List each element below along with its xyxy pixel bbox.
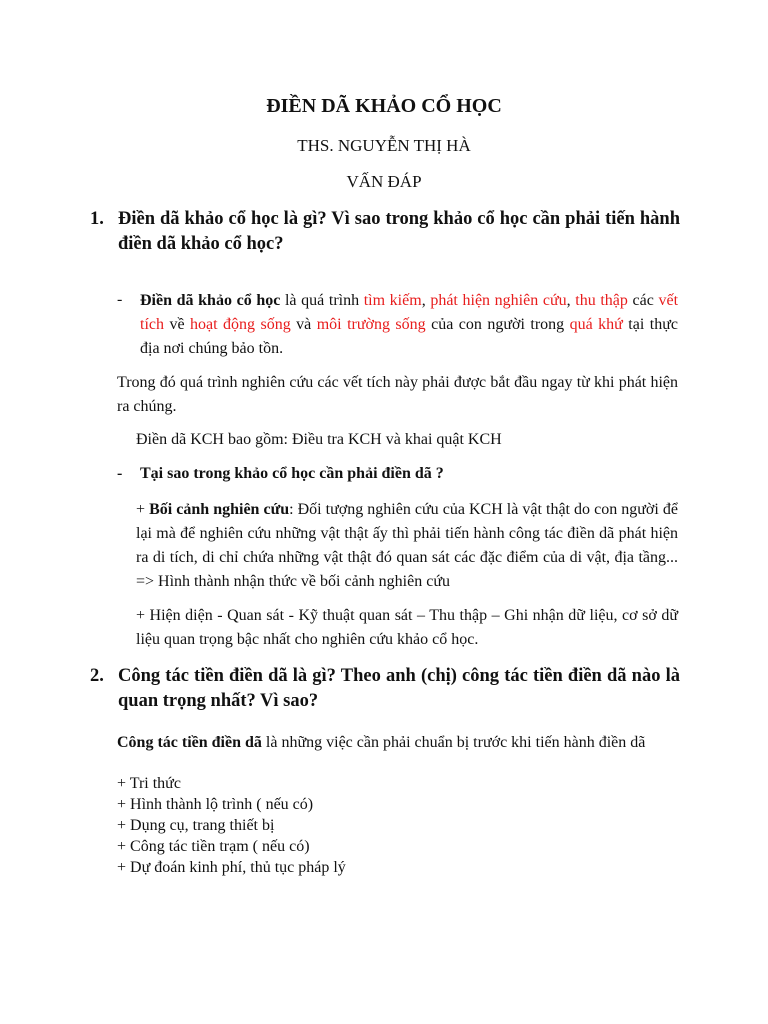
text-run: , bbox=[421, 292, 431, 309]
list-item: + Tri thức bbox=[117, 775, 181, 792]
presence-paragraph: + Hiện diện - Quan sát - Kỹ thuật quan sát – Thu thập – Ghi nhận dữ liệu, cơ sở dữ liệu quan trọng bậc nhất cho nghiên cứu khảo cổ học. bbox=[136, 607, 678, 648]
author-line: THS. NGUYỄN THỊ HÀ bbox=[297, 136, 471, 155]
list-item: + Dụng cụ, trang thiết bị bbox=[117, 817, 275, 834]
highlight-text: tìm kiếm bbox=[363, 292, 422, 309]
highlight-text: phát hiện nghiên cứu bbox=[430, 292, 567, 309]
text-run: là những việc cần phải chuẩn bị trước khi tiến hành điền dã bbox=[261, 734, 646, 751]
text-run: : Đối tượng nghiên cứu của KCH là vật thật do con người để lại mà để nghiên cứu những vật thật ấy thì phải tiến hành công tác điền dã phát hiện ra di tích, di chỉ chứa những vật thật đó quan sát các đặc điểm của di vật, địa tầng... => Hình thành nhận thức về bối cảnh nghiên cứu bbox=[136, 501, 678, 590]
definition-term: Công tác tiền điền dã bbox=[117, 734, 262, 751]
plus-marker: + bbox=[136, 501, 150, 518]
text-run: là quá trình bbox=[280, 292, 364, 309]
text-run: của con người trong bbox=[425, 316, 570, 333]
preparation-list bbox=[117, 773, 346, 878]
context-paragraph bbox=[136, 498, 678, 594]
pre-fieldwork-definition bbox=[117, 732, 678, 753]
context-term: Bối cảnh nghiên cứu bbox=[149, 501, 290, 518]
bullet-dash: - bbox=[117, 291, 123, 308]
text-run: tại thực địa nơi chúng bảo tồn. bbox=[140, 316, 678, 357]
highlight-text: vết tích bbox=[140, 292, 679, 333]
definition-paragraph bbox=[140, 289, 678, 361]
question-text: Điền dã khảo cổ học là gì? Vì sao trong khảo cổ học cần phải tiến hành điền dã khảo cổ học? bbox=[118, 209, 680, 254]
question-number: 2. bbox=[90, 666, 104, 686]
list-item: + Hình thành lộ trình ( nếu có) bbox=[117, 796, 314, 813]
text-run: các bbox=[627, 292, 659, 309]
highlight-text: thu thập bbox=[575, 292, 628, 309]
question-number: 1. bbox=[90, 209, 104, 229]
text-run: và bbox=[290, 316, 317, 333]
list-item: + Công tác tiền trạm ( nếu có) bbox=[117, 838, 310, 855]
bullet-dash: - bbox=[117, 465, 123, 482]
definition-term: Điền dã khảo cổ học bbox=[140, 292, 281, 309]
section-heading: VẤN ĐÁP bbox=[346, 172, 422, 191]
paragraph-scope: Điền dã KCH bao gồm: Điều tra KCH và khai quật KCH bbox=[136, 431, 502, 448]
text-run: , bbox=[566, 292, 576, 309]
highlight-text: quá khứ bbox=[569, 316, 623, 333]
why-heading: Tại sao trong khảo cổ học cần phải điền dã ? bbox=[140, 465, 444, 482]
highlight-text: hoạt động sống bbox=[190, 316, 291, 333]
document-title: ĐIỀN DÃ KHẢO CỔ HỌC bbox=[266, 95, 502, 117]
question-text: Công tác tiền điền dã là gì? Theo anh (chị) công tác tiền điền dã nào là quan trọng nhất? Vì sao? bbox=[118, 666, 680, 711]
highlight-text: môi trường sống bbox=[316, 316, 426, 333]
text-run: về bbox=[164, 316, 191, 333]
list-item: + Dự đoán kinh phí, thủ tục pháp lý bbox=[117, 859, 346, 876]
paragraph-research: Trong đó quá trình nghiên cứu các vết tích này phải được bắt đầu ngay từ khi phát hiện ra chúng. bbox=[117, 374, 678, 415]
